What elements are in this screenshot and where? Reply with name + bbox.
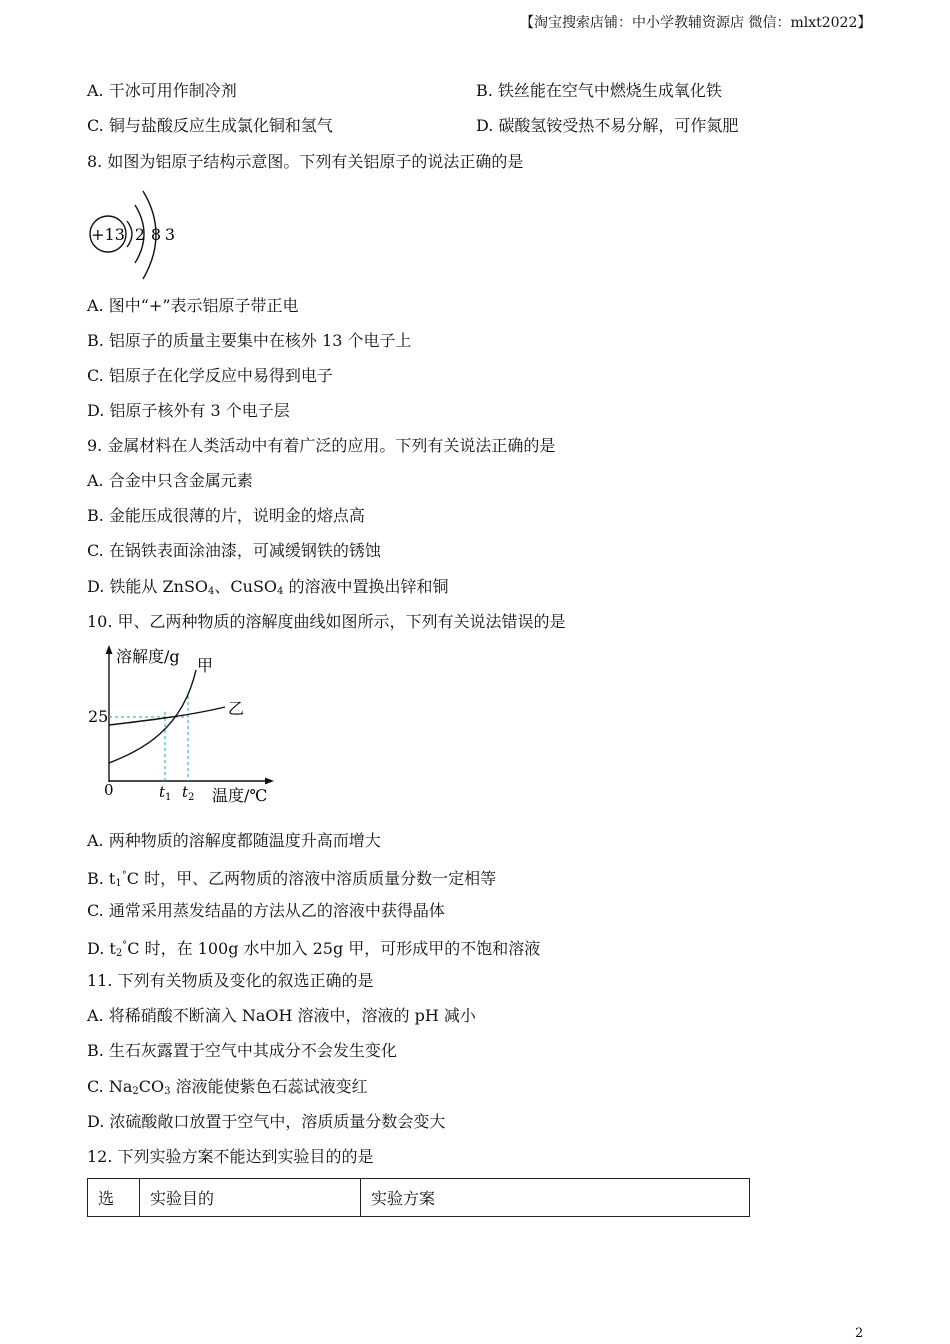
y-axis-arrow <box>106 645 113 654</box>
q7-option-c: C. 铜与盐酸反应生成氯化铜和氢气 <box>87 116 333 135</box>
q11-stem: 11. 下列有关物质及变化的叙选正确的是 <box>87 971 374 990</box>
q9-option-c: C. 在锅铁表面涂油漆，可减缓钢铁的锈蚀 <box>87 541 381 560</box>
q7-option-d: D. 碳酸氢铵受热不易分解，可作氮肥 <box>476 116 739 135</box>
x-tick-t1: $t_1$ <box>159 783 172 803</box>
q8-stem: 8. 如图为铝原子结构示意图。下列有关铝原子的说法正确的是 <box>87 152 524 171</box>
x-axis-arrow <box>265 778 274 785</box>
q8-option-c: C. 铝原子在化学反应中易得到电子 <box>87 366 333 385</box>
series-yi-curve <box>109 707 225 725</box>
page-header-banner: 【淘宝搜索店铺：中小学教辅资源店 微信：mlxt2022】 <box>520 15 872 31</box>
q8-option-b: B. 铝原子的质量主要集中在核外 13 个电子上 <box>87 331 412 350</box>
shell-2-electrons: 8 <box>150 225 162 244</box>
q12-table <box>87 1178 750 1217</box>
q11-option-d: D. 浓硫酸敞口放置于空气中，溶质质量分数会变大 <box>87 1112 446 1131</box>
q9-option-d: D. 铁能从 ZnSO$_4$、CuSO$_4$ 的溶液中置换出锌和铜 <box>87 577 449 597</box>
shell-1-electrons: 2 <box>134 225 146 244</box>
q10-option-d: D. $t_2^\circ C$ 时，在 100g 水中加入 25g 甲，可形成甲的不饱和溶液 <box>87 939 541 959</box>
q10-option-b: B. $t_1^\circ C$ 时，甲、乙两物质的溶液中溶质质量分数一定相等 <box>87 869 497 889</box>
q9-option-b: B. 金能压成很薄的片，说明金的熔点高 <box>87 506 365 525</box>
q9-stem: 9. 金属材料在人类活动中有着广泛的应用。下列有关说法正确的是 <box>87 436 556 455</box>
page-number: 2 <box>855 1326 864 1341</box>
q12-header-purpose: 实验目的 <box>140 1179 361 1217</box>
q11-option-c: C. $Na_2CO_3$ 溶液能使紫色石蕊试液变红 <box>87 1077 368 1097</box>
aluminum-atom-diagram <box>85 183 185 283</box>
q10-option-a: A. 两种物质的溶解度都随温度升高而增大 <box>87 831 381 850</box>
q7-option-b: B. 铁丝能在空气中燃烧生成氧化铁 <box>476 81 722 100</box>
q8-option-d: D. 铝原子核外有 3 个电子层 <box>87 401 290 420</box>
series-jia-label: 甲 <box>197 656 214 675</box>
nucleus-charge: +13 <box>91 225 125 244</box>
q8-option-a: A. 图中“+”表示铝原子带正电 <box>87 296 299 315</box>
q10-option-c: C. 通常采用蒸发结晶的方法从乙的溶液中获得晶体 <box>87 901 445 920</box>
q12-stem: 12. 下列实验方案不能达到实验目的的是 <box>87 1147 374 1166</box>
x-tick-t2: $t_2$ <box>182 783 195 803</box>
shell-arc-1 <box>127 221 132 247</box>
y-tick-25: 25 <box>88 707 109 726</box>
y-axis-label: 溶解度/g <box>116 647 180 666</box>
q10-stem: 10. 甲、乙两种物质的溶解度曲线如图所示，下列有关说法错误的是 <box>87 612 566 631</box>
q12-header-plan: 实验方案 <box>361 1179 750 1217</box>
q11-option-b: B. 生石灰露置于空气中其成分不会发生变化 <box>87 1041 397 1060</box>
q7-option-a: A. 干冰可用作制冷剂 <box>87 81 237 100</box>
series-yi-label: 乙 <box>228 699 245 718</box>
q12-header-option: 选 <box>88 1179 140 1217</box>
solubility-chart <box>82 640 282 810</box>
shell-3-electrons: 3 <box>164 225 176 244</box>
x-axis-label: 温度/℃ <box>212 786 268 805</box>
q11-option-a: A. 将稀硝酸不断滴入 NaOH 溶液中，溶液的 pH 减小 <box>87 1006 476 1025</box>
origin-label: 0 <box>104 781 114 799</box>
q12-table-header-row <box>88 1179 750 1217</box>
q9-option-a: A. 合金中只含金属元素 <box>87 471 253 490</box>
